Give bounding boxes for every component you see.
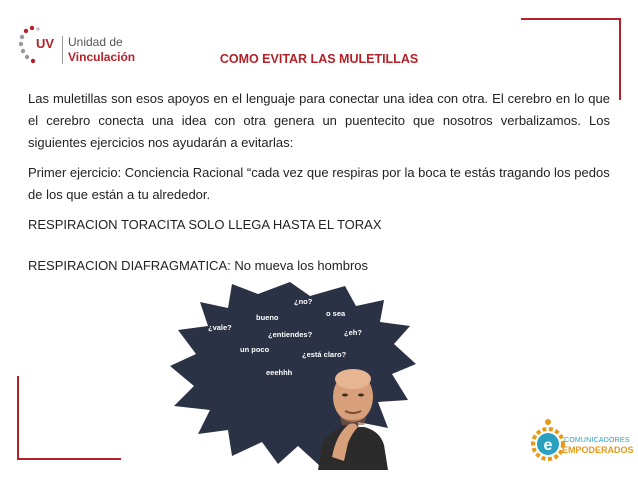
logo-line-2: Vinculación: [68, 50, 136, 64]
brand-line-1: COMUNICADORES: [564, 437, 630, 444]
page-title: COMO EVITAR LAS MULETILLAS: [219, 52, 419, 66]
bubble-word-o-sea: o sea: [326, 309, 346, 318]
thinking-man-icon: [318, 365, 388, 470]
exercise-paragraph: Primer ejercicio: Conciencia Racional “cada vez que respiras por la boca te estás tragando los pedos de los que están a tu alrededor.: [28, 165, 610, 202]
bubble-word-no: ¿no?: [294, 297, 313, 306]
logo-mark: UV: [36, 36, 55, 51]
intro-paragraph: Las muletillas son esos apoyos en el lenguaje para conectar una idea con otra. El cerebro en lo que el cerebro conecta una idea con otra genera un puentecito que nosotros verbalizamos. Los siguientes ejercicios nos ayudarán a evitarlas:: [28, 91, 610, 150]
comunicadores-empoderados-logo: [528, 412, 634, 468]
diafragmatica-line: RESPIRACION DIAFRAGMATICA: No mueva los hombros: [28, 258, 369, 273]
gear-e-icon: [528, 414, 566, 464]
corner-line-bottom-left-vertical: [17, 376, 19, 460]
bubble-word-un-poco: un poco: [240, 345, 270, 354]
corner-line-top-right-horizontal: [521, 18, 621, 20]
bubble-word-bueno: bueno: [256, 313, 279, 322]
bubble-word-esta-claro: ¿está claro?: [302, 350, 347, 359]
bubble-word-eh: ¿eh?: [344, 328, 362, 337]
bubble-word-vale: ¿vale?: [208, 323, 232, 332]
corner-line-bottom-left-horizontal: [17, 458, 121, 460]
bubble-word-eeehhh: eeehhh: [266, 368, 293, 377]
svg-text:e: e: [543, 437, 553, 454]
bubble-word-entiendes: ¿entiendes?: [268, 330, 313, 339]
thinking-man-illustration: [318, 365, 388, 470]
logo-line-1: Unidad de: [68, 35, 123, 49]
brand-line-2: EMPODERADOS: [562, 445, 634, 455]
toracica-line: RESPIRACION TORACITA SOLO LLEGA HASTA EL TORAX: [28, 217, 382, 232]
